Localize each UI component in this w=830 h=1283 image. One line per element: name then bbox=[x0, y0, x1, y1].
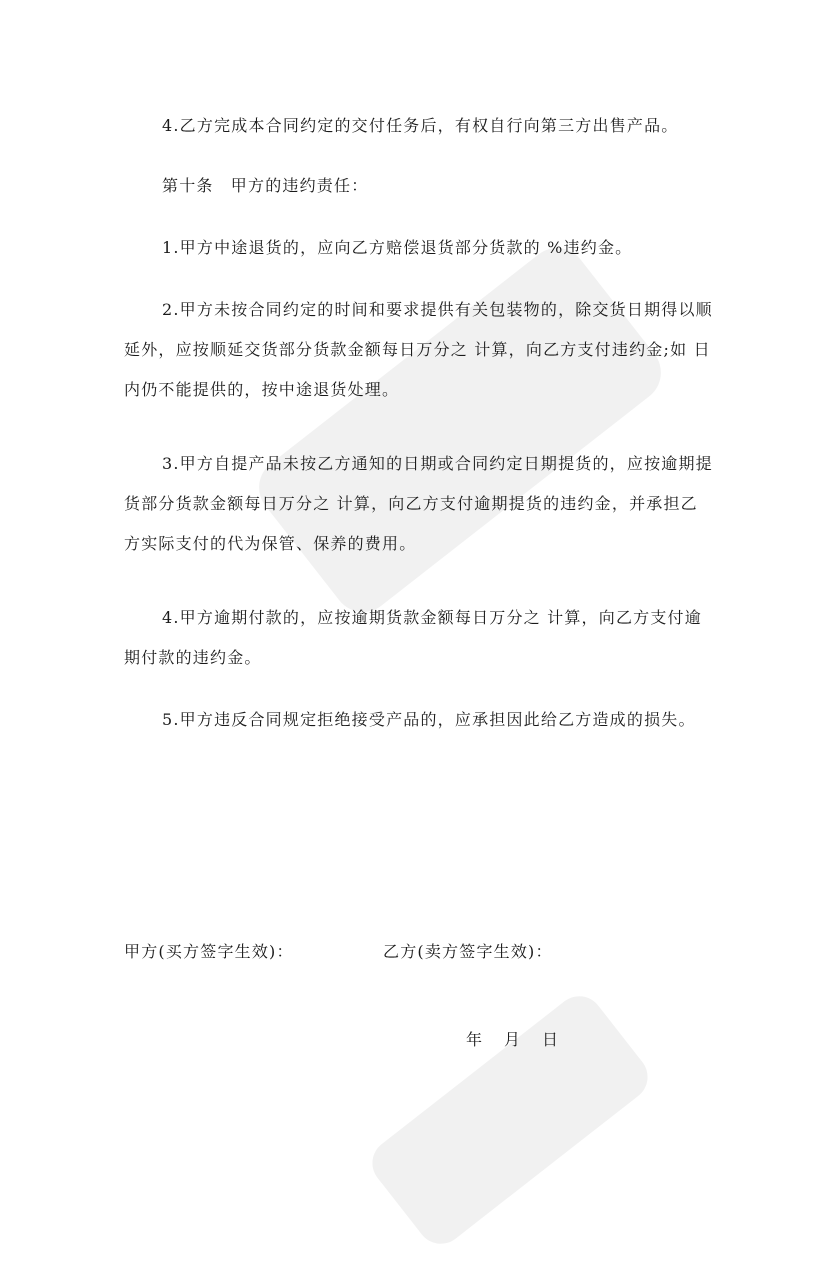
clause-paragraph: 5.甲方违反合同规定拒绝接受产品的，应承担因此给乙方造成的损失。 bbox=[162, 710, 696, 729]
clause-paragraph: 4.甲方逾期付款的，应按逾期货款金额每日万分之 计算，向乙方支付逾期付款的违约金。 bbox=[124, 608, 702, 667]
signature-date bbox=[466, 1020, 558, 1060]
clause-paragraph: 3.甲方自提产品未按乙方通知的日期或合同约定日期提货的，应按逾期提货部分货款金额每日万分之 计算，向乙方支付逾期提货的违约金，并承担乙方实际支付的代为保管、保养的费用。 bbox=[124, 454, 713, 553]
party-b-signature-label: 乙方(卖方签字生效)： bbox=[383, 942, 553, 961]
article-heading: 第十条 甲方的违约责任： bbox=[162, 176, 369, 195]
date-day-label: 日 bbox=[542, 1030, 559, 1049]
clause-paragraph: 4.乙方完成本合同约定的交付任务后，有权自行向第三方出售产品。 bbox=[162, 116, 679, 135]
watermark-graphic-2 bbox=[336, 957, 683, 1283]
date-month-label: 月 bbox=[504, 1030, 521, 1049]
clause-paragraph: 1.甲方中途退货的，应向乙方赔偿退货部分货款的 %违约金。 bbox=[162, 238, 633, 257]
clause-paragraph: 2.甲方未按合同约定的时间和要求提供有关包装物的，除交货日期得以顺延外，应按顺延交货部分货款金额每日万分之 计算，向乙方支付违约金;如 日内仍不能提供的，按中途退货处理。 bbox=[124, 300, 713, 399]
date-year-label: 年 bbox=[466, 1030, 483, 1049]
party-a-signature-label: 甲方(买方签字生效)： bbox=[124, 942, 294, 961]
